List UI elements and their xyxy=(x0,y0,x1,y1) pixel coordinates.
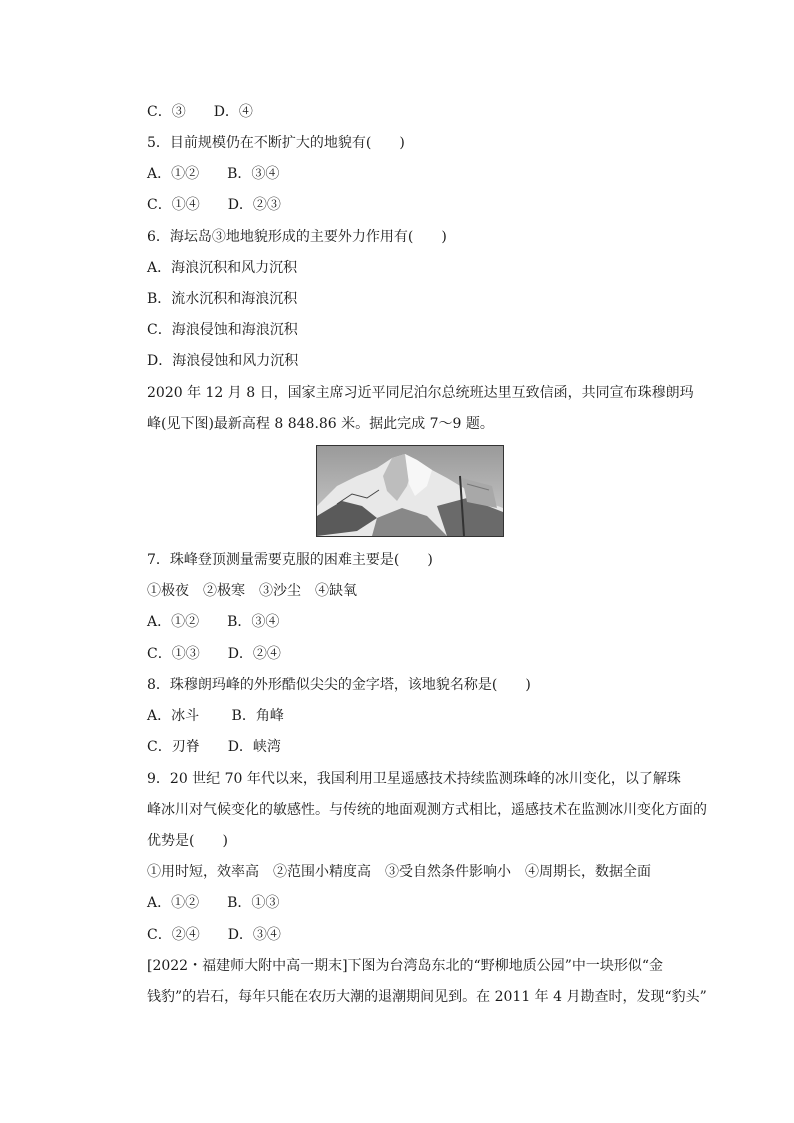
option-line: A．海浪沉积和风力沉积 xyxy=(147,260,298,276)
everest-illustration xyxy=(317,446,503,536)
question-8: 8．珠穆朗玛峰的外形酷似尖尖的金字塔，该地貌名称是( ) xyxy=(147,677,531,693)
option-line: D．海浪侵蚀和风力沉积 xyxy=(147,353,299,369)
option-line: C．①④ D．②③ xyxy=(147,197,281,213)
statement-line: ①用时短，效率高 ②范围小精度高 ③受自然条件影响小 ④周期长，数据全面 xyxy=(147,864,651,880)
option-line: C．③ D．④ xyxy=(147,104,253,120)
option-line: C．①③ D．②④ xyxy=(147,646,281,662)
passage-text: 钱豹”的岩石，每年只能在农历大潮的退潮期间见到。在 2011 年 4 月勘查时，发现“豹头” xyxy=(147,989,707,1005)
question-9: 9．20 世纪 70 年代以来，我国利用卫星遥感技术持续监测珠峰的冰川变化，以了解珠 xyxy=(147,771,681,787)
question-9-text: 峰冰川对气候变化的敏感性。与传统的地面观测方式相比，遥感技术在监测冰川变化方面的 xyxy=(147,802,707,818)
option-line: C．刃脊 D．峡湾 xyxy=(147,739,281,755)
question-6: 6．海坛岛③地地貌形成的主要外力作用有( ) xyxy=(147,229,447,245)
passage-text: [2022・福建师大附中高一期末]下图为台湾岛东北的“野柳地质公园”中一块形似“金 xyxy=(147,958,664,974)
option-line: C．海浪侵蚀和海浪沉积 xyxy=(147,322,298,338)
question-5: 5．目前规模仍在不断扩大的地貌有( ) xyxy=(147,135,405,151)
option-line: A．①② B．①③ xyxy=(147,895,280,911)
question-9-text: 优势是( ) xyxy=(147,833,228,849)
statement-line: ①极夜 ②极寒 ③沙尘 ④缺氧 xyxy=(147,583,357,599)
option-line: B．流水沉积和海浪沉积 xyxy=(147,291,298,307)
option-line: A．①② B．③④ xyxy=(147,166,280,182)
question-7: 7．珠峰登顶测量需要克服的困难主要是( ) xyxy=(147,552,433,568)
passage-text: 峰(见下图)最新高程 8 848.86 米。据此完成 7～9 题。 xyxy=(147,416,494,432)
option-line: A．①② B．③④ xyxy=(147,614,280,630)
passage-text: 2020 年 12 月 8 日，国家主席习近平同尼泊尔总统班达里互致信函，共同宣布珠穆朗玛 xyxy=(147,385,694,401)
option-line: C．②④ D．③④ xyxy=(147,927,281,943)
option-line: A．冰斗 B．角峰 xyxy=(147,708,284,724)
everest-photo xyxy=(316,445,504,537)
